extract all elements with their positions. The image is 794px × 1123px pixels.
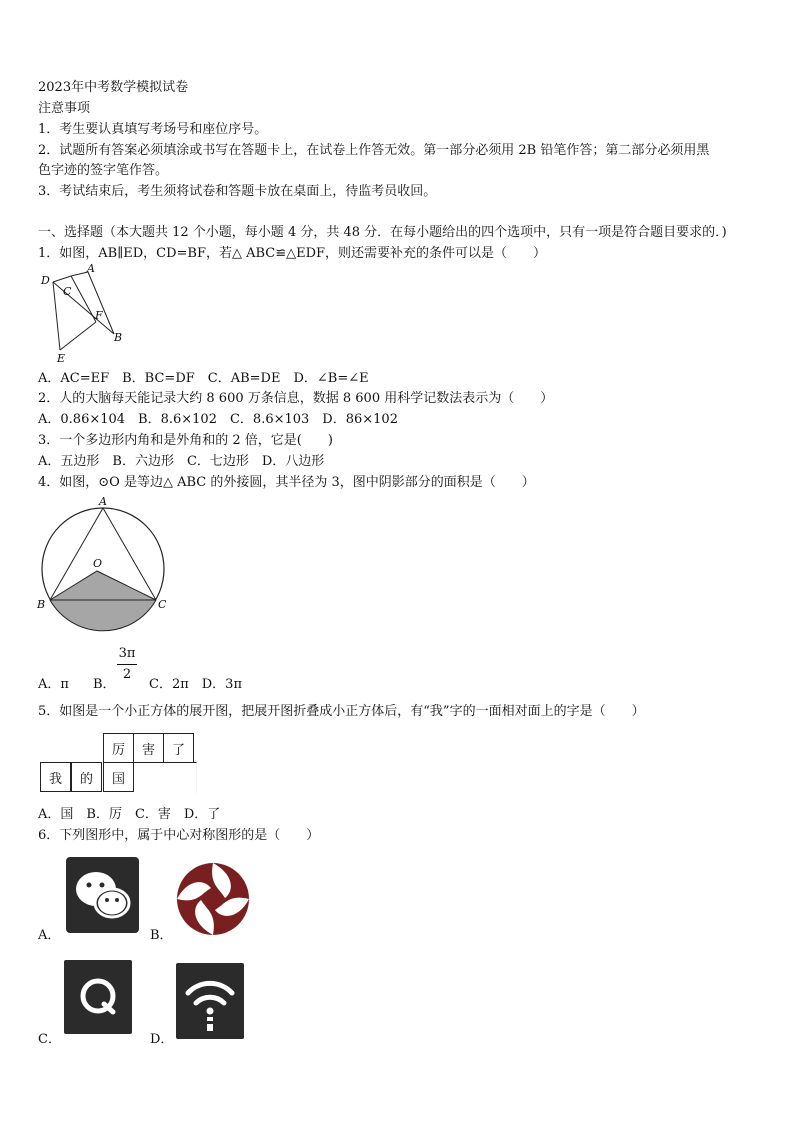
net-cell-top-1: 厉 xyxy=(103,733,134,763)
q-icon xyxy=(64,960,132,1034)
question-4-option-a: A．π xyxy=(38,677,69,692)
q1-label-d: D xyxy=(41,274,50,287)
question-2-stem: 2．人的大脑每天能记录大约 8 600 万条信息，数据 8 600 用科学记数法表示为（ ） xyxy=(38,391,554,406)
wifi-icon xyxy=(176,963,244,1039)
question-5-stem: 5．如图是一个小正方体的展开图，把展开图折叠成小正方体后，有“我”字的一面相对面上的字是（ ） xyxy=(38,704,645,719)
section-heading: 一、选择题（本大题共 12 个小题，每小题 4 分，共 48 分．在每小题给出的四个选项中，只有一项是符合题目要求的．) xyxy=(38,225,727,240)
net-cell-top-2: 害 xyxy=(133,733,164,763)
notice-item-2-cont: 色字迹的签字笔作答。 xyxy=(38,163,169,178)
question-1-figure xyxy=(38,262,128,366)
q4-label-a: A xyxy=(99,495,107,508)
net-empty-area xyxy=(133,762,197,793)
q4-label-b: B xyxy=(37,598,46,611)
question-4-option-b-fraction xyxy=(117,646,137,683)
notice-item-1: 1．考生要认真填写考场号和座位序号。 xyxy=(38,122,268,137)
question-1-options: A．AC=EF B．BC=DF C．AB=DE D．∠B=∠E xyxy=(38,371,369,386)
question-6-label-d: D． xyxy=(150,1032,174,1047)
question-1-stem: 1．如图，AB∥ED，CD=BF，若△ ABC≌△EDF，则还需要补充的条件可以是（ ） xyxy=(38,246,547,261)
question-6-label-c: C． xyxy=(38,1032,61,1047)
question-4-figure xyxy=(33,492,173,642)
q1-label-e: E xyxy=(57,352,66,365)
swirl-icon xyxy=(173,860,253,938)
paper-title: 2023年中考数学模拟试卷 xyxy=(38,80,189,95)
wechat-icon xyxy=(66,857,139,933)
question-3-options: A．五边形 B．六边形 C．七边形 D．八边形 xyxy=(38,454,325,469)
q4-label-c: C xyxy=(158,598,167,611)
q1-label-a: A xyxy=(87,262,95,275)
question-4-stem: 4．如图，⊙O 是等边△ ABC 的外接圆，其半径为 3，图中阴影部分的面积是（ ） xyxy=(38,475,535,490)
net-cell-bottom-2: 的 xyxy=(71,762,102,792)
question-3-stem: 3．一个多边形内角和是外角和的 2 倍，它是( ) xyxy=(38,433,333,448)
question-6-label-a: A． xyxy=(38,928,61,943)
question-6-label-b: B． xyxy=(150,928,173,943)
question-6-stem: 6．下列图形中，属于中心对称图形的是（ ） xyxy=(38,828,320,843)
net-cell-top-3: 了 xyxy=(163,733,194,763)
fraction-numerator: 3π xyxy=(118,646,136,661)
net-cell-bottom-1: 我 xyxy=(40,762,71,792)
net-cell-bottom-3: 国 xyxy=(103,762,134,792)
notice-item-3: 3．考试结束后，考生须将试卷和答题卡放在桌面上，待监考员收回。 xyxy=(38,184,437,199)
cube-net xyxy=(40,733,200,797)
notice-heading: 注意事项 xyxy=(38,101,91,116)
question-5-options: A．国 B．厉 C．害 D．了 xyxy=(38,807,221,822)
question-4-option-b-label: B． xyxy=(93,677,116,692)
q4-label-o: O xyxy=(93,557,103,570)
question-2-options: A．0.86×104 B．8.6×102 C．8.6×103 D．86×102 xyxy=(38,412,398,427)
q1-label-b: B xyxy=(114,331,123,344)
question-4-options-cd: C．2π D．3π xyxy=(149,677,242,692)
q1-label-f: F xyxy=(95,309,103,322)
fraction-denominator: 2 xyxy=(122,667,132,682)
notice-item-2: 2．试题所有答案必须填涂或书写在答题卡上，在试卷上作答无效。第一部分必须用 2B 铅笔作答；第二部分必须用黑 xyxy=(38,143,710,158)
q1-label-c: C xyxy=(63,285,72,298)
